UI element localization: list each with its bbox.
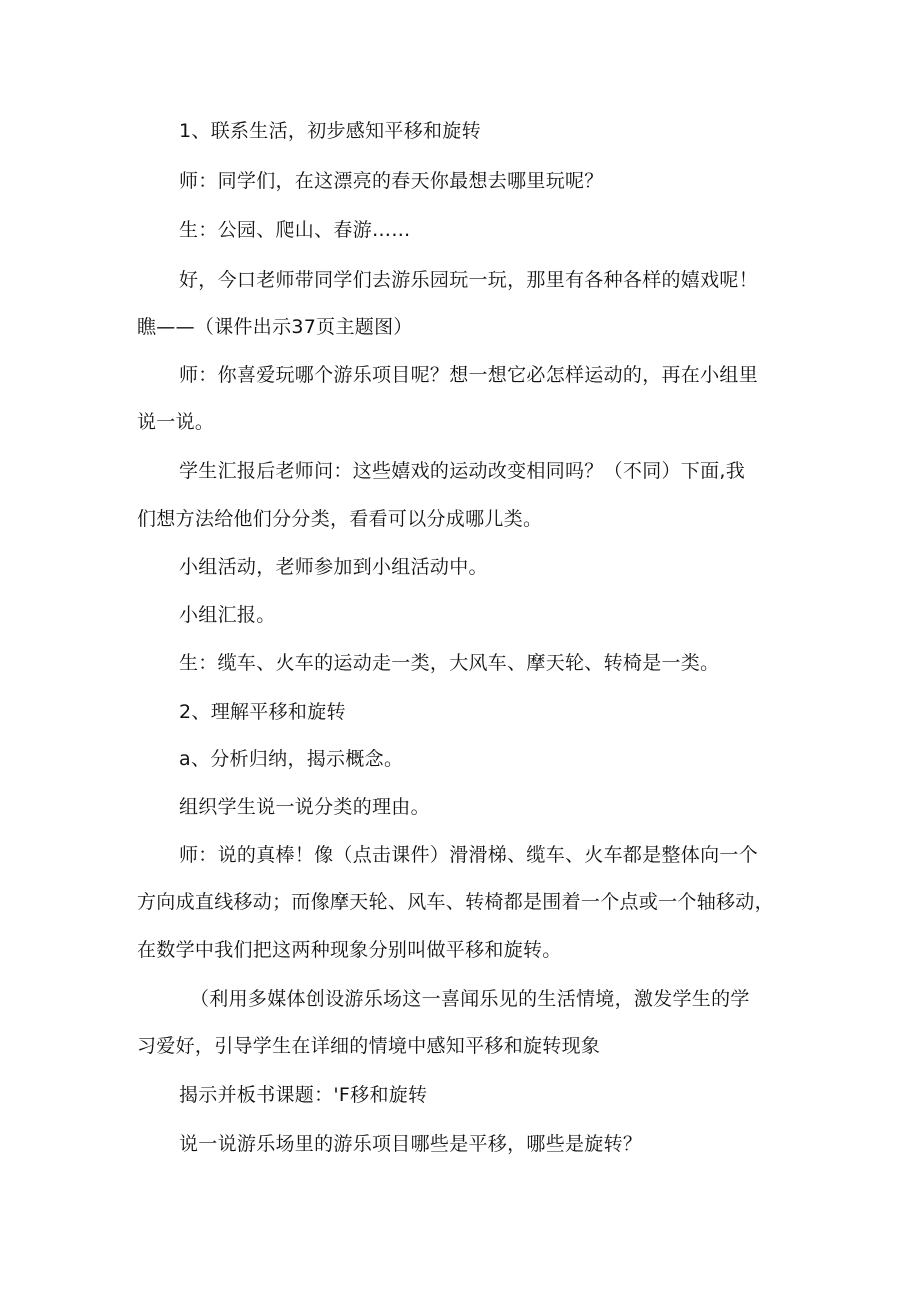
text-line: 小组活动，老师参加到小组活动中。 <box>179 556 488 578</box>
text-line: 2、理解平移和旋转 <box>179 701 346 723</box>
text-line: 们想方法给他们分分类，看看可以分成哪儿类。 <box>137 508 543 530</box>
text-line: 说一说游乐场里的游乐项目哪些是平移，哪些是旋转？ <box>179 1133 643 1155</box>
text-line: 师：说的真棒！像（点击课件）滑滑梯、缆车、火车都是整体向一个 <box>179 844 759 866</box>
text-line: 师：你喜爱玩哪个游乐项目呢？想一想它必怎样运动的，再在小组里 <box>179 364 759 386</box>
text-line: 学生汇报后老师问：这些嬉戏的运动改变相同吗？（不同）下面,我 <box>179 460 746 482</box>
text-line: 生：公园、爬山、春游…… <box>179 219 411 241</box>
text-line: 生：缆车、火车的运动走一类，大风车、摩天轮、转椅是一类。 <box>179 652 720 674</box>
text-line: 习爱好，引导学生在详细的情境中感知平移和旋转现象 <box>137 1035 601 1057</box>
text-line: （利用多媒体创设游乐场这一喜闻乐见的生活情境，激发学生的学 <box>190 988 750 1010</box>
text-line: 方向成直线移动；而像摩天轮、风车、转椅都是围着一个点或一个轴移动， <box>137 891 774 913</box>
text-line: 揭示并板书课题：'F移和旋转 <box>179 1084 428 1106</box>
text-line: 说一说。 <box>137 411 215 433</box>
text-line: 在数学中我们把这两种现象分别叫做平移和旋转。 <box>137 939 562 961</box>
text-line: 1、联系生活，初步感知平移和旋转 <box>179 120 481 142</box>
text-line: 小组汇报。 <box>179 604 276 626</box>
text-line: 好，今口老师带同学们去游乐园玩一玩，那里有各种各样的嬉戏呢！ <box>179 269 759 291</box>
text-line: a、分析归纳，揭示概念。 <box>179 748 404 770</box>
text-line: 师：同学们，在这漂亮的春天你最想去哪里玩呢？ <box>179 170 604 192</box>
text-line: 组织学生说一说分类的理由。 <box>179 796 430 818</box>
text-line: 瞧——（课件出示37页主题图） <box>137 316 413 338</box>
